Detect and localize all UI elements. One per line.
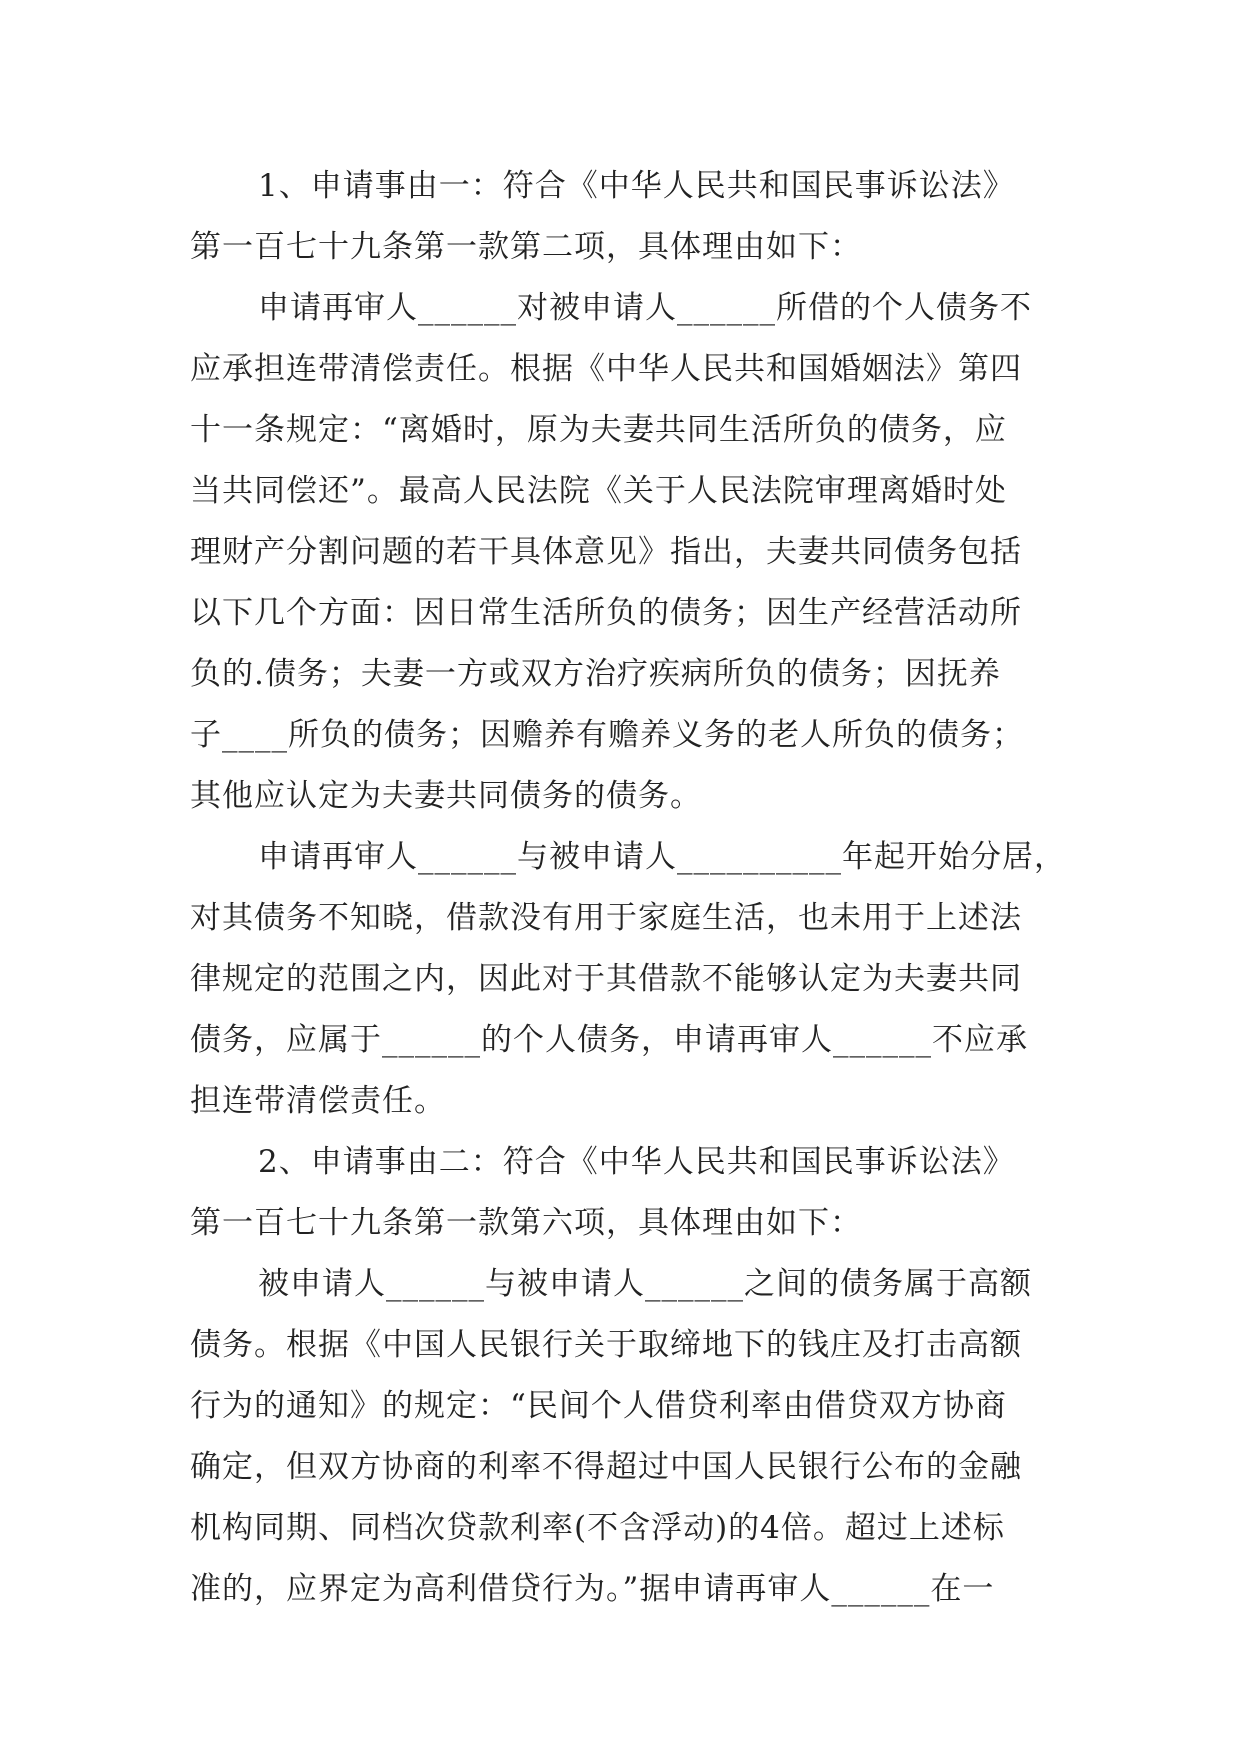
paragraph-3-line-1: 申请再审人______与被申请人__________年起开始分居， bbox=[258, 839, 1066, 875]
paragraph-3-line-2: 对其债务不知晓，借款没有用于家庭生活，也未用于上述法 bbox=[190, 900, 1022, 936]
paragraph-2-line-5: 理财产分割问题的若干具体意见》指出，夫妻共同债务包括 bbox=[190, 534, 1022, 570]
paragraph-5-line-6: 准的，应界定为高利借贷行为。”据申请再审人______在一 bbox=[190, 1571, 995, 1607]
paragraph-3-line-3: 律规定的范围之内，因此对于其借款不能够认定为夫妻共同 bbox=[190, 961, 1022, 997]
paragraph-5-line-4: 确定，但双方协商的利率不得超过中国人民银行公布的金融 bbox=[190, 1449, 1022, 1485]
paragraph-2-line-7: 负的.债务；夫妻一方或双方治疗疾病所负的债务；因抚养 bbox=[190, 656, 1001, 692]
paragraph-5-line-3: 行为的通知》的规定：“民间个人借贷利率由借贷双方协商 bbox=[190, 1388, 1007, 1424]
paragraph-4-line-2: 第一百七十九条第一款第六项，具体理由如下： bbox=[190, 1205, 862, 1241]
paragraph-2-line-3: 十一条规定：“离婚时，原为夫妻共同生活所负的债务，应 bbox=[190, 412, 1007, 448]
paragraph-5-line-1: 被申请人______与被申请人______之间的债务属于高额 bbox=[258, 1266, 1032, 1302]
paragraph-2-line-4: 当共同偿还”。最高人民法院《关于人民法院审理离婚时处 bbox=[190, 473, 1007, 509]
paragraph-5-line-2: 债务。根据《中国人民银行关于取缔地下的钱庄及打击高额 bbox=[190, 1327, 1022, 1363]
paragraph-3-line-4: 债务，应属于______的个人债务，申请再审人______不应承 bbox=[190, 1022, 1028, 1058]
paragraph-1-line-1: 1、申请事由一：符合《中华人民共和国民事诉讼法》 bbox=[258, 168, 1015, 204]
paragraph-2-line-2: 应承担连带清偿责任。根据《中华人民共和国婚姻法》第四 bbox=[190, 351, 1022, 387]
paragraph-1-line-2: 第一百七十九条第一款第二项，具体理由如下： bbox=[190, 229, 862, 265]
paragraph-2-line-1: 申请再审人______对被申请人______所借的个人债务不 bbox=[258, 290, 1032, 326]
paragraph-5-line-5: 机构同期、同档次贷款利率(不含浮动)的4倍。超过上述标 bbox=[190, 1510, 1005, 1546]
paragraph-2-line-8: 子____所负的债务；因赡养有赡养义务的老人所负的债务； bbox=[190, 717, 1024, 753]
paragraph-2-line-6: 以下几个方面：因日常生活所负的债务；因生产经营活动所 bbox=[190, 595, 1022, 631]
paragraph-3-line-5: 担连带清偿责任。 bbox=[190, 1083, 446, 1119]
paragraph-2-line-9: 其他应认定为夫妻共同债务的债务。 bbox=[190, 778, 702, 814]
paragraph-4-line-1: 2、申请事由二：符合《中华人民共和国民事诉讼法》 bbox=[258, 1144, 1015, 1180]
